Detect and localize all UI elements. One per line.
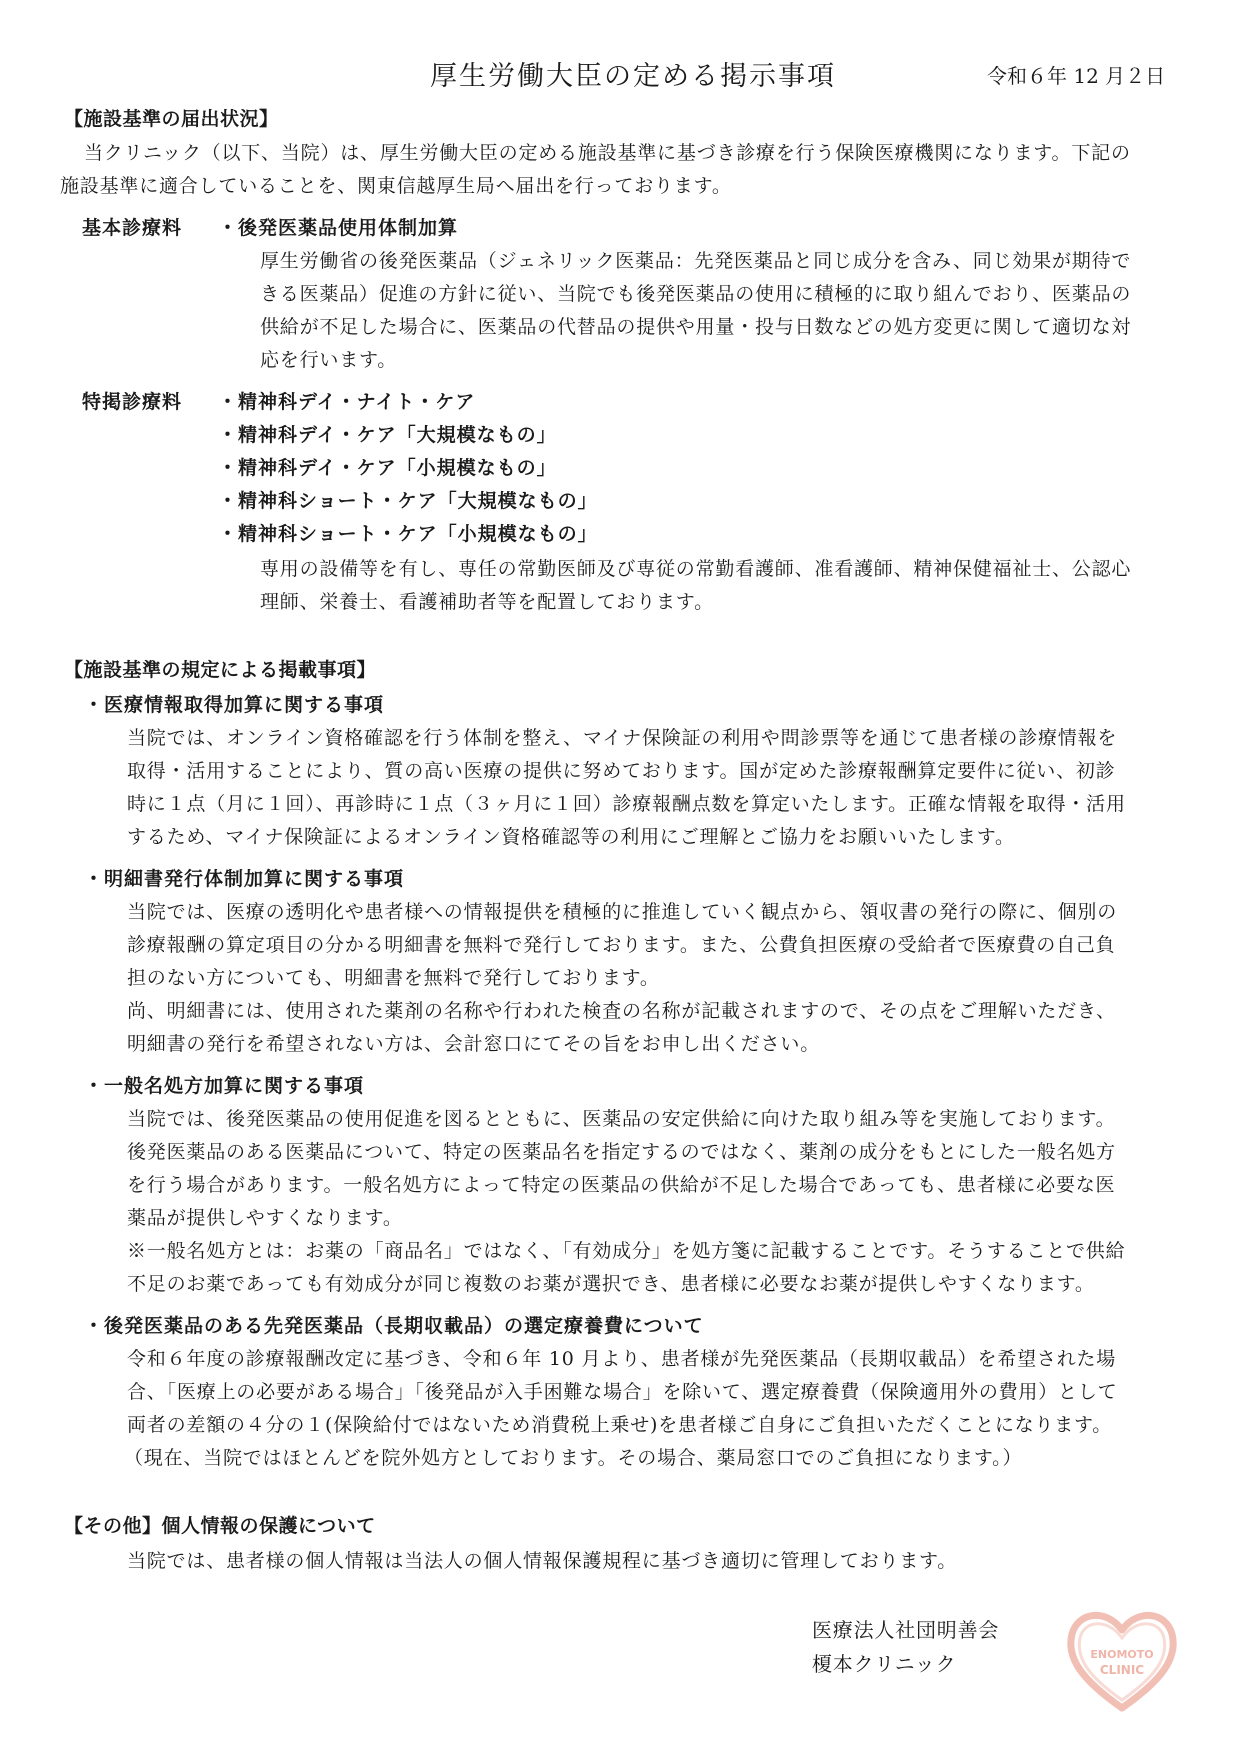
- posted-item-line: 当院では、オンライン資格確認を行う体制を整え、マイナ保険証の利用や問診票等を通じて患者様の診療情報を: [127, 727, 1118, 749]
- posted-item-line: ※一般名処方とは：お薬の「商品名」ではなく、「有効成分」を処方箋に記載することです。そうすることで供給: [127, 1240, 1126, 1262]
- posted-item-title: ・医療情報取得加算に関する事項: [84, 694, 385, 716]
- posted-item-title: ・明細書発行体制加算に関する事項: [84, 868, 405, 890]
- posted-item-title: ・一般名処方加算に関する事項: [84, 1075, 365, 1097]
- document-date: 令和６年 12 月２日: [987, 64, 1166, 88]
- posted-item-line: （現在、当院ではほとんどを院外処方としております。その場合、薬局窓口でのご負担になります。）: [124, 1447, 1023, 1469]
- logo-text-line-2: CLINIC: [1099, 1663, 1145, 1677]
- special-fee-desc-line: 理師、栄養士、看護補助者等を配置しております。: [260, 591, 714, 613]
- basic-fee-desc-line: 厚生労働省の後発医薬品（ジェネリック医薬品：先発医薬品と同じ成分を含み、同じ効果が期待で: [260, 250, 1132, 272]
- posted-item-line: するため、マイナ保険証によるオンライン資格確認等の利用にご理解とご協力をお願いいたします。: [127, 826, 1015, 848]
- organization-name: 医療法人社団明善会: [812, 1618, 1000, 1642]
- posted-item-line: 後発医薬品のある医薬品について、特定の医薬品名を指定するのではなく、薬剤の成分をもとにした一般名処方: [127, 1141, 1116, 1163]
- special-fee-item: ・精神科ショート・ケア「小規模なもの」: [218, 523, 598, 545]
- posted-item-line: 明細書の発行を希望されない方は、会計窓口にてその旨をお申し出ください。: [127, 1033, 821, 1055]
- posted-item-line: 合、「医療上の必要がある場合」「後発品が入手困難な場合」を除いて、選定療養費（保険適用外の費用）として: [127, 1381, 1118, 1403]
- posted-item-line: 両者の差額の４分の１(保険給付ではないため消費税上乗せ)を患者様ご自身にご負担いただくことになります。: [127, 1414, 1113, 1436]
- special-fee-label: 特掲診療料: [82, 391, 183, 413]
- posted-item-line: を行う場合があります。一般名処方によって特定の医薬品の供給が不足した場合であっても、患者様に必要な医: [127, 1174, 1116, 1196]
- posted-item-line: 薬品が提供しやすくなります。: [127, 1207, 403, 1229]
- section-heading-privacy: 【その他】個人情報の保護について: [64, 1515, 376, 1537]
- document-title: 厚生労働大臣の定める掲示事項: [430, 61, 836, 92]
- basic-fee-desc-line: 応を行います。: [260, 349, 398, 371]
- posted-item-line: 令和６年度の診療報酬改定に基づき、令和６年 10 月より、患者様が先発医薬品（長期収載品）を希望された場: [127, 1348, 1117, 1370]
- special-fee-item: ・精神科ショート・ケア「大規模なもの」: [218, 490, 598, 512]
- privacy-line: 当院では、患者様の個人情報は当法人の個人情報保護規程に基づき適切に管理しております。: [127, 1550, 958, 1572]
- posted-item-line: 診療報酬の算定項目の分かる明細書を無料で発行しております。また、公費負担医療の受給者で医療費の自己負: [127, 934, 1116, 956]
- special-fee-item: ・精神科デイ・ケア「小規模なもの」: [218, 457, 557, 479]
- posted-item-title: ・後発医薬品のある先発医薬品（長期収載品）の選定療養費について: [84, 1315, 704, 1337]
- section-heading-facility-standards: 【施設基準の届出状況】: [64, 108, 279, 130]
- intro-line: 施設基準に適合していることを、関東信越厚生局へ届出を行っております。: [60, 175, 732, 197]
- section-heading-posted-items: 【施設基準の規定による掲載事項】: [64, 659, 377, 681]
- posted-item-line: 尚、明細書には、使用された薬剤の名称や行われた検査の名称が記載されますので、その点をご理解いただき、: [127, 1000, 1116, 1022]
- basic-fee-desc-line: 供給が不足した場合に、医薬品の代替品の提供や用量・投与日数などの処方変更に関して適切な対: [260, 316, 1132, 338]
- basic-fee-item: ・後発医薬品使用体制加算: [218, 217, 459, 239]
- posted-item-line: 取得・活用することにより、質の高い医療の提供に努めております。国が定めた診療報酬算定要件に従い、初診: [127, 760, 1116, 782]
- intro-line: 当クリニック（以下、当院）は、厚生労働大臣の定める施設基準に基づき診療を行う保険医療機関になります。下記の: [84, 142, 1131, 164]
- basic-fee-desc-line: きる医薬品）促進の方針に従い、当院でも後発医薬品の使用に積極的に取り組んでおり、医薬品の: [260, 283, 1132, 305]
- special-fee-item: ・精神科デイ・ケア「大規模なもの」: [218, 424, 557, 446]
- special-fee-item: ・精神科デイ・ナイト・ケア: [218, 391, 476, 413]
- posted-item-line: 当院では、医療の透明化や患者様への情報提供を積極的に推進していく観点から、領収書の発行の際に、個別の: [127, 901, 1118, 923]
- clinic-name: 榎本クリニック: [812, 1652, 957, 1676]
- posted-item-line: 当院では、後発医薬品の使用促進を図るとともに、医薬品の安定供給に向けた取り組み等を実施しております。: [127, 1108, 1116, 1130]
- clinic-heart-logo: [1062, 1600, 1182, 1720]
- special-fee-desc-line: 専用の設備等を有し、専任の常勤医師及び専従の常勤看護師、准看護師、精神保健福祉士、公認心: [260, 558, 1132, 580]
- logo-text-line-1: ENOMOTO: [1090, 1648, 1154, 1661]
- posted-item-line: 時に１点（月に１回）、再診時に１点（３ヶ月に１回）診療報酬点数を算定いたします。正確な情報を取得・活用: [127, 793, 1126, 815]
- basic-fee-label: 基本診療料: [82, 217, 183, 239]
- posted-item-line: 担のない方についても、明細書を無料で発行しております。: [127, 967, 660, 989]
- posted-item-line: 不足のお薬であっても有効成分が同じ複数のお薬が選択でき、患者様に必要なお薬が提供しやすくなります。: [127, 1273, 1095, 1295]
